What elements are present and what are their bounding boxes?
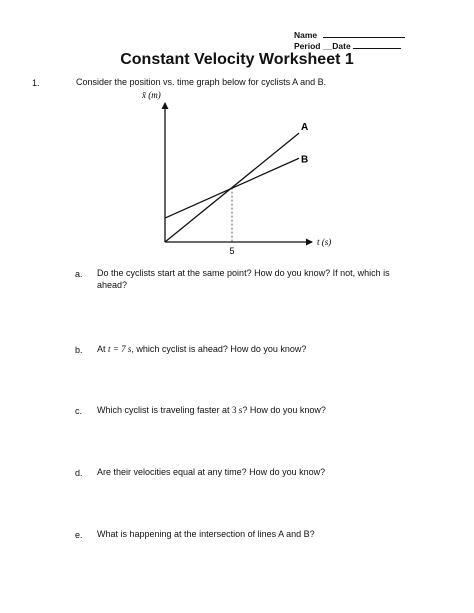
worksheet-title: Constant Velocity Worksheet 1 bbox=[120, 51, 354, 68]
subquestion-b-text bbox=[97, 343, 306, 355]
subquestion-b-post: , which cyclist is ahead? How do you know? bbox=[131, 344, 307, 354]
subquestion-e-letter: e. bbox=[75, 530, 83, 540]
subquestion-d-letter: d. bbox=[75, 468, 83, 478]
subquestion-e-text: What is happening at the intersection of lines A and B? bbox=[97, 529, 315, 539]
subquestion-c-letter: c. bbox=[75, 406, 83, 416]
question-1-number: 1. bbox=[32, 78, 40, 88]
subquestion-a-letter: a. bbox=[75, 269, 83, 279]
subquestion-b-letter: b. bbox=[75, 345, 83, 355]
subquestion-c-math: 3 s bbox=[232, 405, 243, 415]
series-label-b: B bbox=[301, 154, 309, 166]
x-axis-label: t (s) bbox=[317, 237, 332, 247]
subquestion-d-text: Are their velocities equal at any time? How do you know? bbox=[97, 467, 326, 477]
subquestion-a-line-2: ahead? bbox=[97, 280, 128, 290]
position-time-graph bbox=[0, 0, 474, 270]
subquestion-c-pre: Which cyclist is traveling faster at bbox=[97, 405, 233, 415]
name-label: Name bbox=[294, 30, 318, 40]
series-label-a: A bbox=[301, 122, 309, 134]
x-tick-label: 5 bbox=[229, 246, 235, 256]
date-label: Date bbox=[332, 41, 351, 51]
subquestion-b-math: t = 7 s bbox=[108, 344, 132, 354]
subquestion-c-post: ? How do you know? bbox=[242, 405, 326, 415]
subquestion-c-text bbox=[97, 404, 326, 416]
y-axis-label: x̄ (m) bbox=[142, 90, 161, 100]
question-1-prompt: Consider the position vs. time graph below for cyclists A and B. bbox=[76, 77, 327, 87]
subquestion-a-text bbox=[97, 267, 390, 291]
period-label: Period bbox=[294, 41, 321, 51]
subquestion-a-line-1: Do the cyclists start at the same point? How do you know? If not, which is bbox=[97, 268, 390, 278]
period-blank[interactable]: __ bbox=[322, 41, 333, 51]
subquestion-b-pre: At bbox=[97, 344, 109, 354]
